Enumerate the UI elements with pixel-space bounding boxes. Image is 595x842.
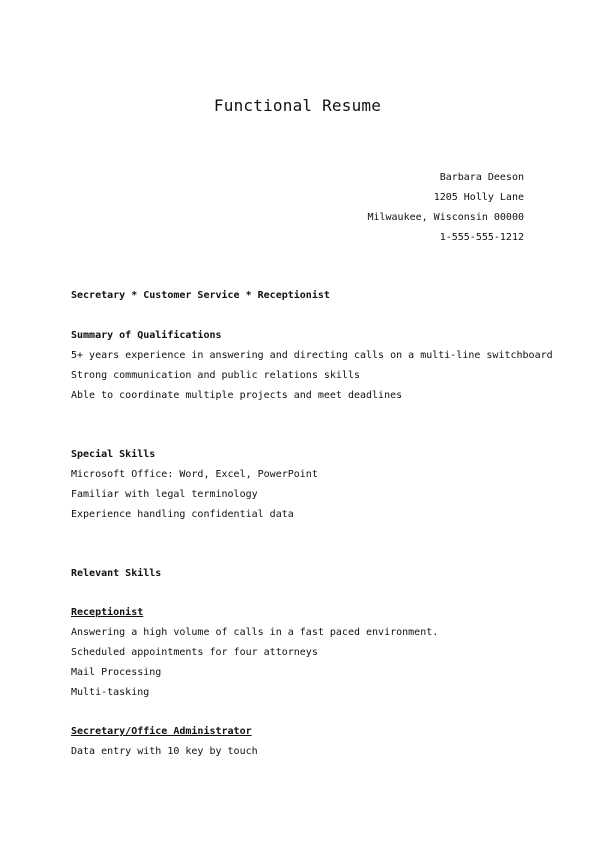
contact-city: Milwaukee, Wisconsin 00000: [367, 212, 524, 223]
special-skill-item: Familiar with legal terminology: [71, 489, 258, 500]
summary-item: 5+ years experience in answering and directing calls on a multi-line switchboard: [71, 350, 553, 361]
receptionist-heading: Receptionist: [71, 607, 144, 618]
secretary-heading: Secretary/Office Administrator: [71, 726, 252, 737]
special-skill-item: Microsoft Office: Word, Excel, PowerPoint: [71, 469, 318, 480]
receptionist-item: Scheduled appointments for four attorneys: [71, 647, 318, 658]
contact-street: 1205 Holly Lane: [433, 192, 524, 203]
summary-item: Able to coordinate multiple projects and meet deadlines: [71, 390, 403, 401]
receptionist-item: Answering a high volume of calls in a fast paced environment.: [71, 627, 439, 638]
summary-item: Strong communication and public relations skills: [71, 370, 360, 381]
resume-title: Functional Resume: [213, 96, 382, 115]
relevant-skills-heading: Relevant Skills: [71, 568, 162, 579]
summary-heading: Summary of Qualifications: [71, 330, 222, 341]
objective-line: Secretary * Customer Service * Receptionist: [71, 290, 330, 301]
contact-block: [367, 168, 524, 248]
special-skill-item: Experience handling confidential data: [71, 509, 294, 520]
receptionist-item: Multi-tasking: [71, 687, 150, 698]
contact-phone: 1-555-555-1212: [439, 232, 524, 243]
contact-name: Barbara Deeson: [439, 172, 524, 183]
receptionist-item: Mail Processing: [71, 667, 162, 678]
secretary-item: Data entry with 10 key by touch: [71, 746, 258, 757]
special-skills-heading: Special Skills: [71, 449, 156, 460]
